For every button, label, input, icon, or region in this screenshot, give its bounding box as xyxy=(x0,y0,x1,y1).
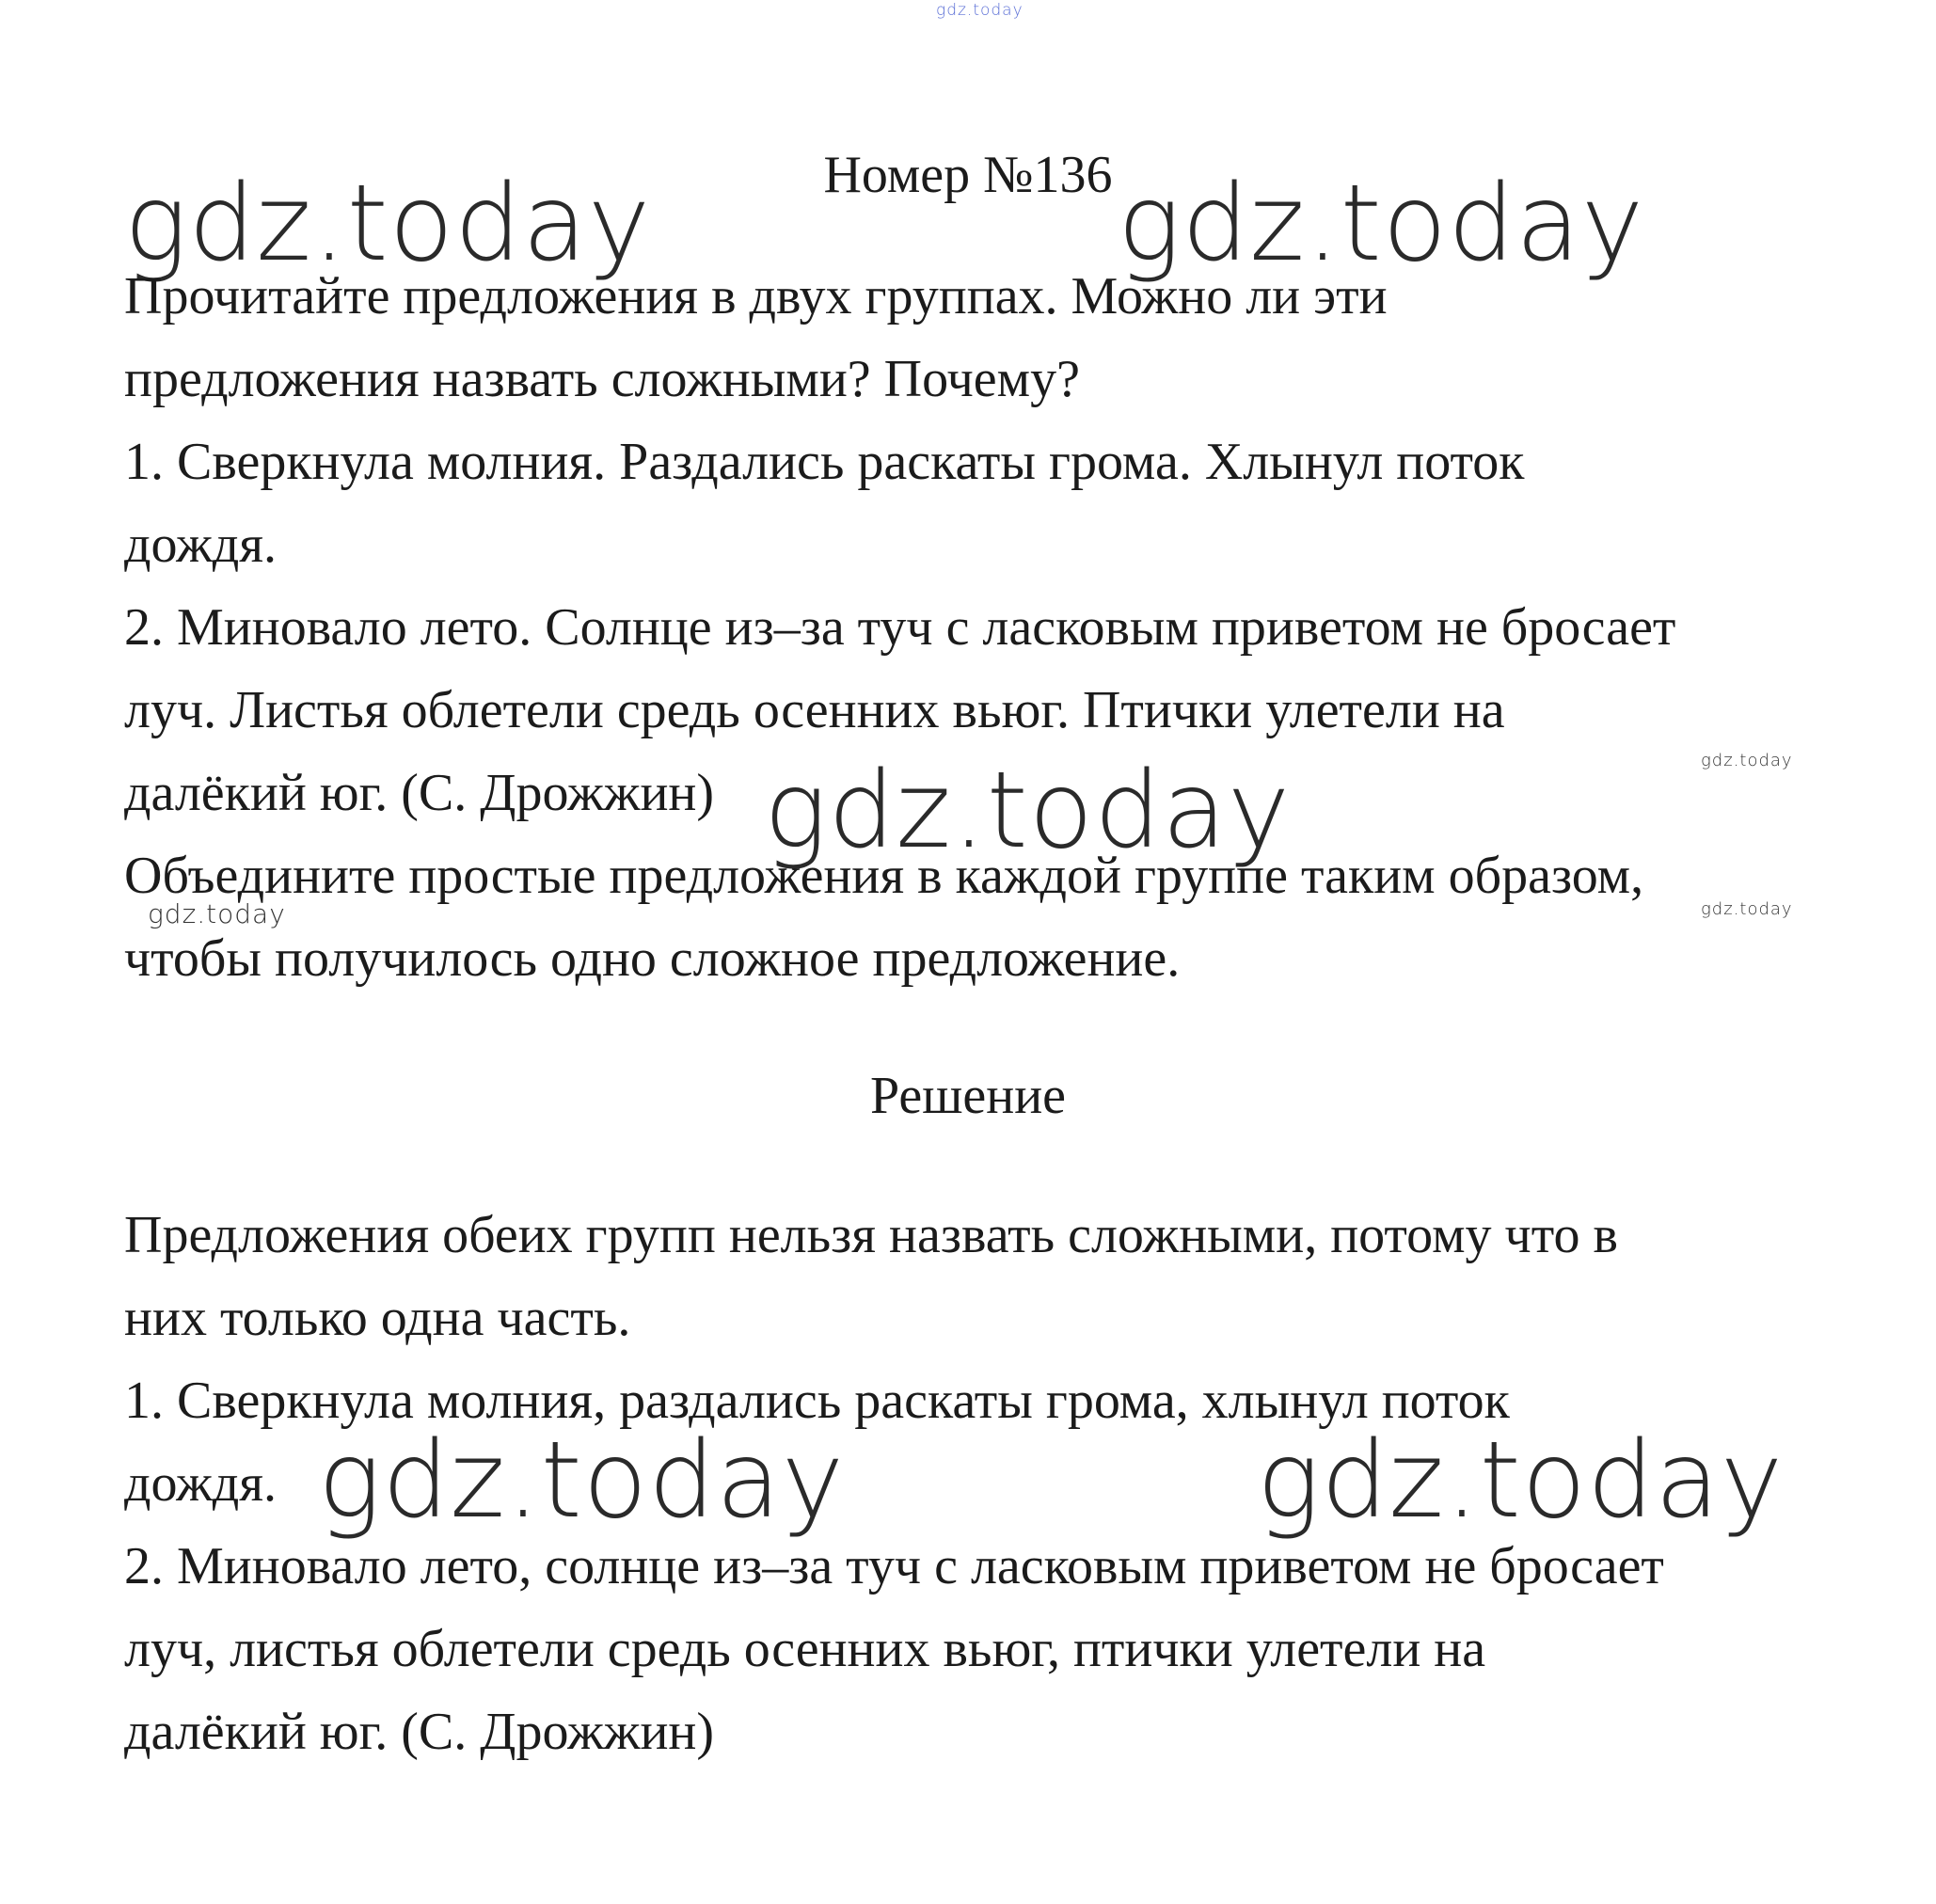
solution-line: далёкий юг. (С. Дрожжин) xyxy=(124,1703,715,1761)
question-line: Прочитайте предложения в двух группах. Можно ли эти xyxy=(124,267,1388,325)
watermark-large: gdz.today xyxy=(764,750,1292,872)
solution-line: дождя. xyxy=(124,1454,278,1513)
solution-line: 1. Сверкнула молния, раздались раскаты грома, хлынул поток xyxy=(124,1372,1510,1430)
task-title: Номер №136 xyxy=(823,146,1113,204)
solution-line: 2. Миновало лето, солнце из–за туч с ласковым приветом не бросает xyxy=(124,1537,1664,1595)
solution-line: них только одна часть. xyxy=(124,1289,631,1347)
question-line: луч. Листья облетели средь осенних вьюг. Птички улетели на xyxy=(124,681,1505,739)
question-line: Объедините простые предложения в каждой группе таким образом, xyxy=(124,847,1644,905)
watermark-large: gdz.today xyxy=(318,1420,846,1542)
watermark-small: gdz.today xyxy=(1701,751,1793,770)
watermark-large: gdz.today xyxy=(1257,1420,1785,1542)
solution-line: луч, листья облетели средь осенних вьюг, птички улетели на xyxy=(124,1620,1486,1678)
question-line: дождя. xyxy=(124,516,278,574)
solution-line: Предложения обеих групп нельзя назвать сложными, потому что в xyxy=(124,1206,1618,1264)
question-line: 1. Сверкнула молния. Раздались раскаты грома. Хлынул поток xyxy=(124,433,1525,491)
watermark-large: gdz.today xyxy=(1118,163,1645,285)
solution-heading: Решение xyxy=(869,1067,1067,1125)
question-line: предложения назвать сложными? Почему? xyxy=(124,350,1080,408)
watermark-large: gdz.today xyxy=(124,163,652,285)
watermark-small: gdz.today xyxy=(1701,899,1793,919)
watermark-top: gdz.today xyxy=(936,1,1024,20)
question-line: чтобы получилось одно сложное предложение. xyxy=(124,929,1181,988)
question-line: далёкий юг. (С. Дрожжин) xyxy=(124,764,715,822)
question-line: 2. Миновало лето. Солнце из–за туч с ласковым приветом не бросает xyxy=(124,598,1676,657)
watermark-medium: gdz.today xyxy=(148,898,286,929)
